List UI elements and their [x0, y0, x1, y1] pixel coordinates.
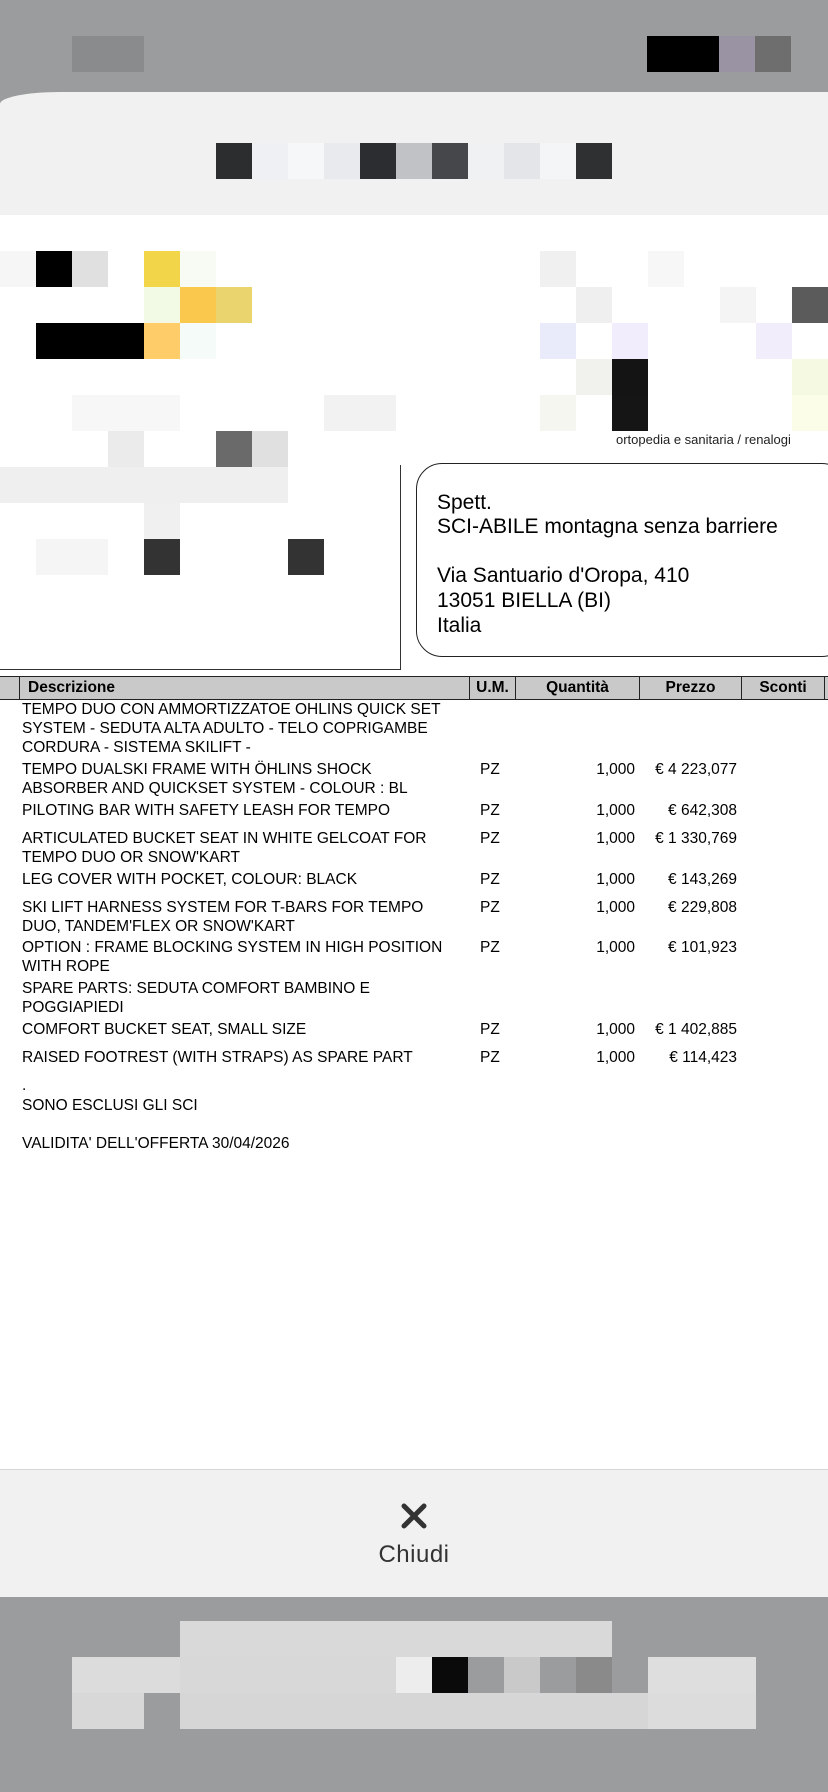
blurred-block — [647, 36, 719, 72]
blurred-block — [396, 143, 432, 179]
header-prezzo: Prezzo — [639, 677, 741, 699]
note-excluded: SONO ESCLUSI GLI SCI — [22, 1097, 198, 1114]
row-price: € 101,923 — [668, 939, 737, 956]
row-quantity: 1,000 — [596, 802, 635, 819]
blurred-block — [755, 36, 791, 72]
row-price: € 642,308 — [668, 802, 737, 819]
note-validity: VALIDITA' DELL'OFFERTA 30/04/2026 — [22, 1135, 290, 1152]
row-quantity: 1,000 — [596, 1049, 635, 1066]
row-description: PILOTING BAR WITH SAFETY LEASH FOR TEMPO — [22, 802, 391, 819]
blurred-block — [216, 143, 252, 179]
row-quantity: 1,000 — [596, 871, 635, 888]
blurred-block — [252, 143, 288, 179]
recipient-country: Italia — [437, 614, 482, 637]
blurred-block — [72, 36, 144, 72]
recipient-city: 13051 BIELLA (BI) — [437, 589, 611, 612]
row-price: € 143,269 — [668, 871, 737, 888]
row-um: PZ — [480, 802, 500, 819]
row-um: PZ — [480, 1021, 500, 1038]
row-description: OPTION : FRAME BLOCKING SYSTEM IN HIGH POSITION WITH ROPE — [22, 939, 443, 975]
header-quantita: Quantità — [515, 677, 639, 699]
row-um: PZ — [480, 761, 500, 778]
blurred-block — [719, 36, 755, 72]
row-um: PZ — [480, 899, 500, 916]
blurred-block — [504, 143, 540, 179]
header-band — [0, 107, 828, 215]
blurred-block — [432, 143, 468, 179]
row-quantity: 1,000 — [596, 830, 635, 847]
row-um: PZ — [480, 939, 500, 956]
left-frame — [0, 465, 401, 670]
close-bar — [0, 1469, 828, 1598]
close-button[interactable]: Chiudi — [378, 1541, 450, 1568]
top-bar — [0, 0, 828, 107]
blurred-block — [468, 143, 504, 179]
salutation: Spett. — [437, 491, 492, 514]
row-quantity: 1,000 — [596, 899, 635, 916]
row-description: SKI LIFT HARNESS SYSTEM FOR T-BARS FOR TEMPO DUO, TANDEM'FLEX OR SNOW'KART — [22, 899, 424, 935]
close-icon[interactable] — [398, 1500, 430, 1532]
row-quantity: 1,000 — [596, 1021, 635, 1038]
blurred-block — [324, 143, 360, 179]
row-price: € 4 223,077 — [655, 761, 737, 778]
row-description: SPARE PARTS: SEDUTA COMFORT BAMBINO E POGGIAPIEDI — [22, 980, 370, 1016]
blurred-block — [576, 143, 612, 179]
row-description: RAISED FOOTREST (WITH STRAPS) AS SPARE PART — [22, 1049, 413, 1066]
row-quantity: 1,000 — [596, 761, 635, 778]
header-um: U.M. — [469, 677, 515, 699]
row-price: € 1 402,885 — [655, 1021, 737, 1038]
recipient-street: Via Santuario d'Oropa, 410 — [437, 564, 690, 587]
row-description: LEG COVER WITH POCKET, COLOUR: BLACK — [22, 871, 358, 888]
row-um: PZ — [480, 830, 500, 847]
row-price: € 1 330,769 — [655, 830, 737, 847]
table-header — [0, 676, 828, 700]
row-um: PZ — [480, 871, 500, 888]
blurred-block — [360, 143, 396, 179]
row-price: € 114,423 — [669, 1049, 737, 1066]
row-description: COMFORT BUCKET SEAT, SMALL SIZE — [22, 1021, 307, 1038]
row-um: PZ — [480, 1049, 500, 1066]
row-quantity: 1,000 — [596, 939, 635, 956]
blurred-block — [540, 143, 576, 179]
note-dot: . — [22, 1077, 27, 1094]
header-sconti: Sconti — [741, 677, 825, 699]
row-description: ARTICULATED BUCKET SEAT IN WHITE GELCOAT FOR TEMPO DUO OR SNOW'KART — [22, 830, 427, 866]
row-description: TEMPO DUALSKI FRAME WITH ÖHLINS SHOCK ABSORBER AND QUICKSET SYSTEM - COLOUR : BL — [22, 761, 408, 797]
row-price: € 229,808 — [668, 899, 737, 916]
bottom-bar — [0, 1597, 828, 1792]
header-descrizione: Descrizione — [19, 677, 469, 699]
blurred-block — [288, 143, 324, 179]
partial-text: ortopedia e sanitaria / renalogi — [616, 432, 791, 447]
recipient-address-box — [416, 463, 828, 657]
row-description: TEMPO DUO CON AMMORTIZZATOE OHLINS QUICK SET SYSTEM - SEDUTA ALTA ADULTO - TELO COPRIGAMBE CORDURA - SISTEMA SKILIFT - — [22, 701, 441, 756]
recipient-company: SCI-ABILE montagna senza barriere — [437, 515, 778, 538]
